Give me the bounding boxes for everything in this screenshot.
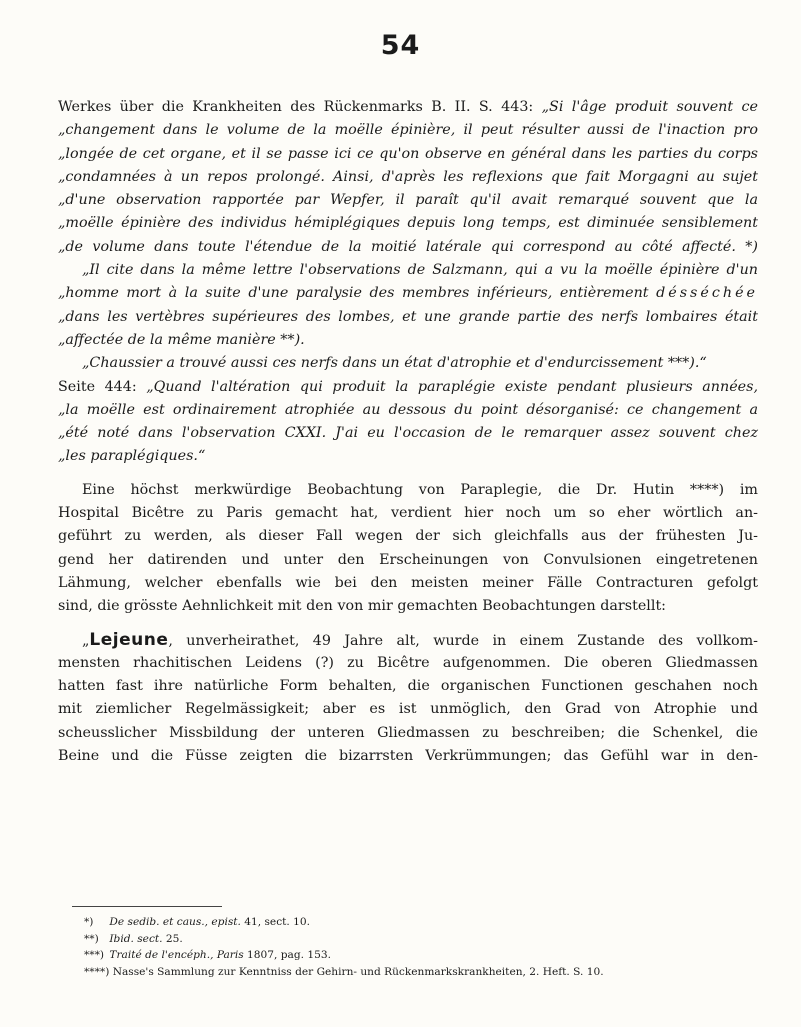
quote-line: „moëlle épinière des individus hémiplégiques depuis long temps, est diminuée sensiblement [58, 215, 758, 232]
quote-text: „homme mort à la suite d'une paralysie des membres inférieurs, entièrement [58, 285, 657, 302]
footnote-italic: Ibid. sect. [109, 932, 163, 945]
quote-line [58, 282, 758, 305]
footnote-mark: ****) [84, 965, 110, 978]
footnote [84, 964, 744, 981]
paragraph-line: geführt zu werden, als dieser Fall wegen der sich gleichfalls aus der frühesten Ju- [58, 528, 758, 545]
quote-line: „condamnées à un repos prolongé. Ainsi, d'après les reflexions que fait Morgagni au sujet [58, 168, 758, 185]
footnote-mark: ***) [84, 949, 105, 961]
paragraph-line: Lähmung, welcher ebenfalls wie bei den meisten meiner Fälle Contracturen gefolgt [58, 574, 758, 591]
paragraph-text: , unverheirathet, 49 Jahre alt, wurde in einem Zustande des vollkom- [168, 632, 758, 649]
paragraph-line: hatten fast ihre natürliche Form behalten, die organischen Functionen geschahen noch [58, 678, 758, 695]
footnote [84, 931, 744, 948]
footnote-text: 25. [162, 932, 183, 945]
quote-line: „changement dans le volume de la moëlle épinière, il peut résulter aussi de l'inaction pro [58, 122, 758, 139]
quote-line: „affectée de la même manière **). [58, 331, 305, 348]
footnote-text: Nasse's Sammlung zur Kenntniss der Gehirn- und Rückenmarkskrankheiten, 2. Heft. S. 10. [112, 965, 604, 978]
quote-lead-italic: „Quand l'altération qui produit la paraplégie existe pendant plusieurs années, [146, 378, 759, 395]
patient-name: Lejeune [89, 629, 169, 650]
quote-line [58, 96, 758, 119]
footnote [84, 914, 744, 931]
footnote-text: 41, sect. 10. [240, 916, 310, 928]
paragraph-line: sind, die grösste Aehnlichkeit mit den von mir gemachten Beobachtungen darstellt: [58, 598, 667, 615]
quote-line: „été noté dans l'observation CXXI. J'ai eu l'occasion de le remarquer assez souvent chez [58, 425, 758, 442]
paragraph-line: Hospital Bicêtre zu Paris gemacht hat, verdient hier noch um so eher wörtlich an- [58, 505, 758, 522]
quote-lead-italic: „Si l'âge produit souvent ce [541, 99, 758, 115]
footnote [84, 947, 744, 964]
opening-quote: „ [82, 632, 90, 649]
quote-line [58, 376, 758, 399]
footnotes [84, 914, 744, 980]
quote-lead-roman: Seite 444: [58, 378, 147, 395]
page-number: 54 [380, 30, 421, 61]
quote-line: „d'une observation rapportée par Wepfer, il paraît qu'il avait remarqué souvent que la [58, 192, 758, 209]
spaced-word: désséchée [656, 285, 758, 302]
paragraph-line [58, 629, 758, 652]
footnote-italic: De sedib. et caus., epist. [109, 916, 241, 928]
paragraph-line: gend her datirenden und unter den Erscheinungen von Convulsionen eingetretenen [58, 551, 758, 568]
paragraph-line: mensten rhachitischen Leidens (?) zu Bicêtre aufgenommen. Die oberen Gliedmassen [58, 654, 758, 671]
quote-lead-roman: Werkes über die Krankheiten des Rückenmarks B. II. S. 443: [58, 99, 542, 115]
footnote-italic: Traité de l'encéph., Paris [109, 949, 244, 961]
footnote-text: 1807, pag. 153. [243, 949, 331, 961]
quote-line: „de volume dans toute l'étendue de la moitié latérale qui correspond au côté affecté. *) [58, 238, 758, 255]
footnote-divider [72, 906, 222, 907]
quote-line: „Chaussier a trouvé aussi ces nerfs dans un état d'atrophie et d'endurcissement ***).“ [82, 355, 707, 372]
quote-line: „dans les vertèbres supérieures des lombes, et une grande partie des nerfs lombaires était [58, 308, 758, 325]
footnote-mark: *) [84, 916, 94, 928]
quote-line: „Il cite dans la même lettre l'observations de Salzmann, qui a vu la moëlle épinière d'un [82, 262, 758, 279]
quote-line: „longée de cet organe, et il se passe ici ce qu'on observe en général dans les parties du corps [58, 145, 758, 162]
body-text [58, 96, 758, 768]
quote-line: „la moëlle est ordinairement atrophiée au dessous du point désorganisé: ce changement a [58, 401, 758, 418]
paragraph-line: Eine höchst merkwürdige Beobachtung von Paraplegie, die Dr. Hutin ****) im [82, 481, 758, 498]
footnote-mark: **) [84, 932, 99, 945]
paragraph-line: Beine und die Füsse zeigten die bizarrsten Verkrümmungen; das Gefühl war in den- [58, 748, 758, 765]
quote-line: „les paraplégiques.“ [58, 448, 206, 465]
paragraph-line: mit ziemlicher Regelmässigkeit; aber es ist unmöglich, den Grad von Atrophie und [58, 701, 758, 718]
paragraph-line: scheusslicher Missbildung der unteren Gliedmassen zu beschreiben; die Schenkel, die [58, 724, 758, 741]
